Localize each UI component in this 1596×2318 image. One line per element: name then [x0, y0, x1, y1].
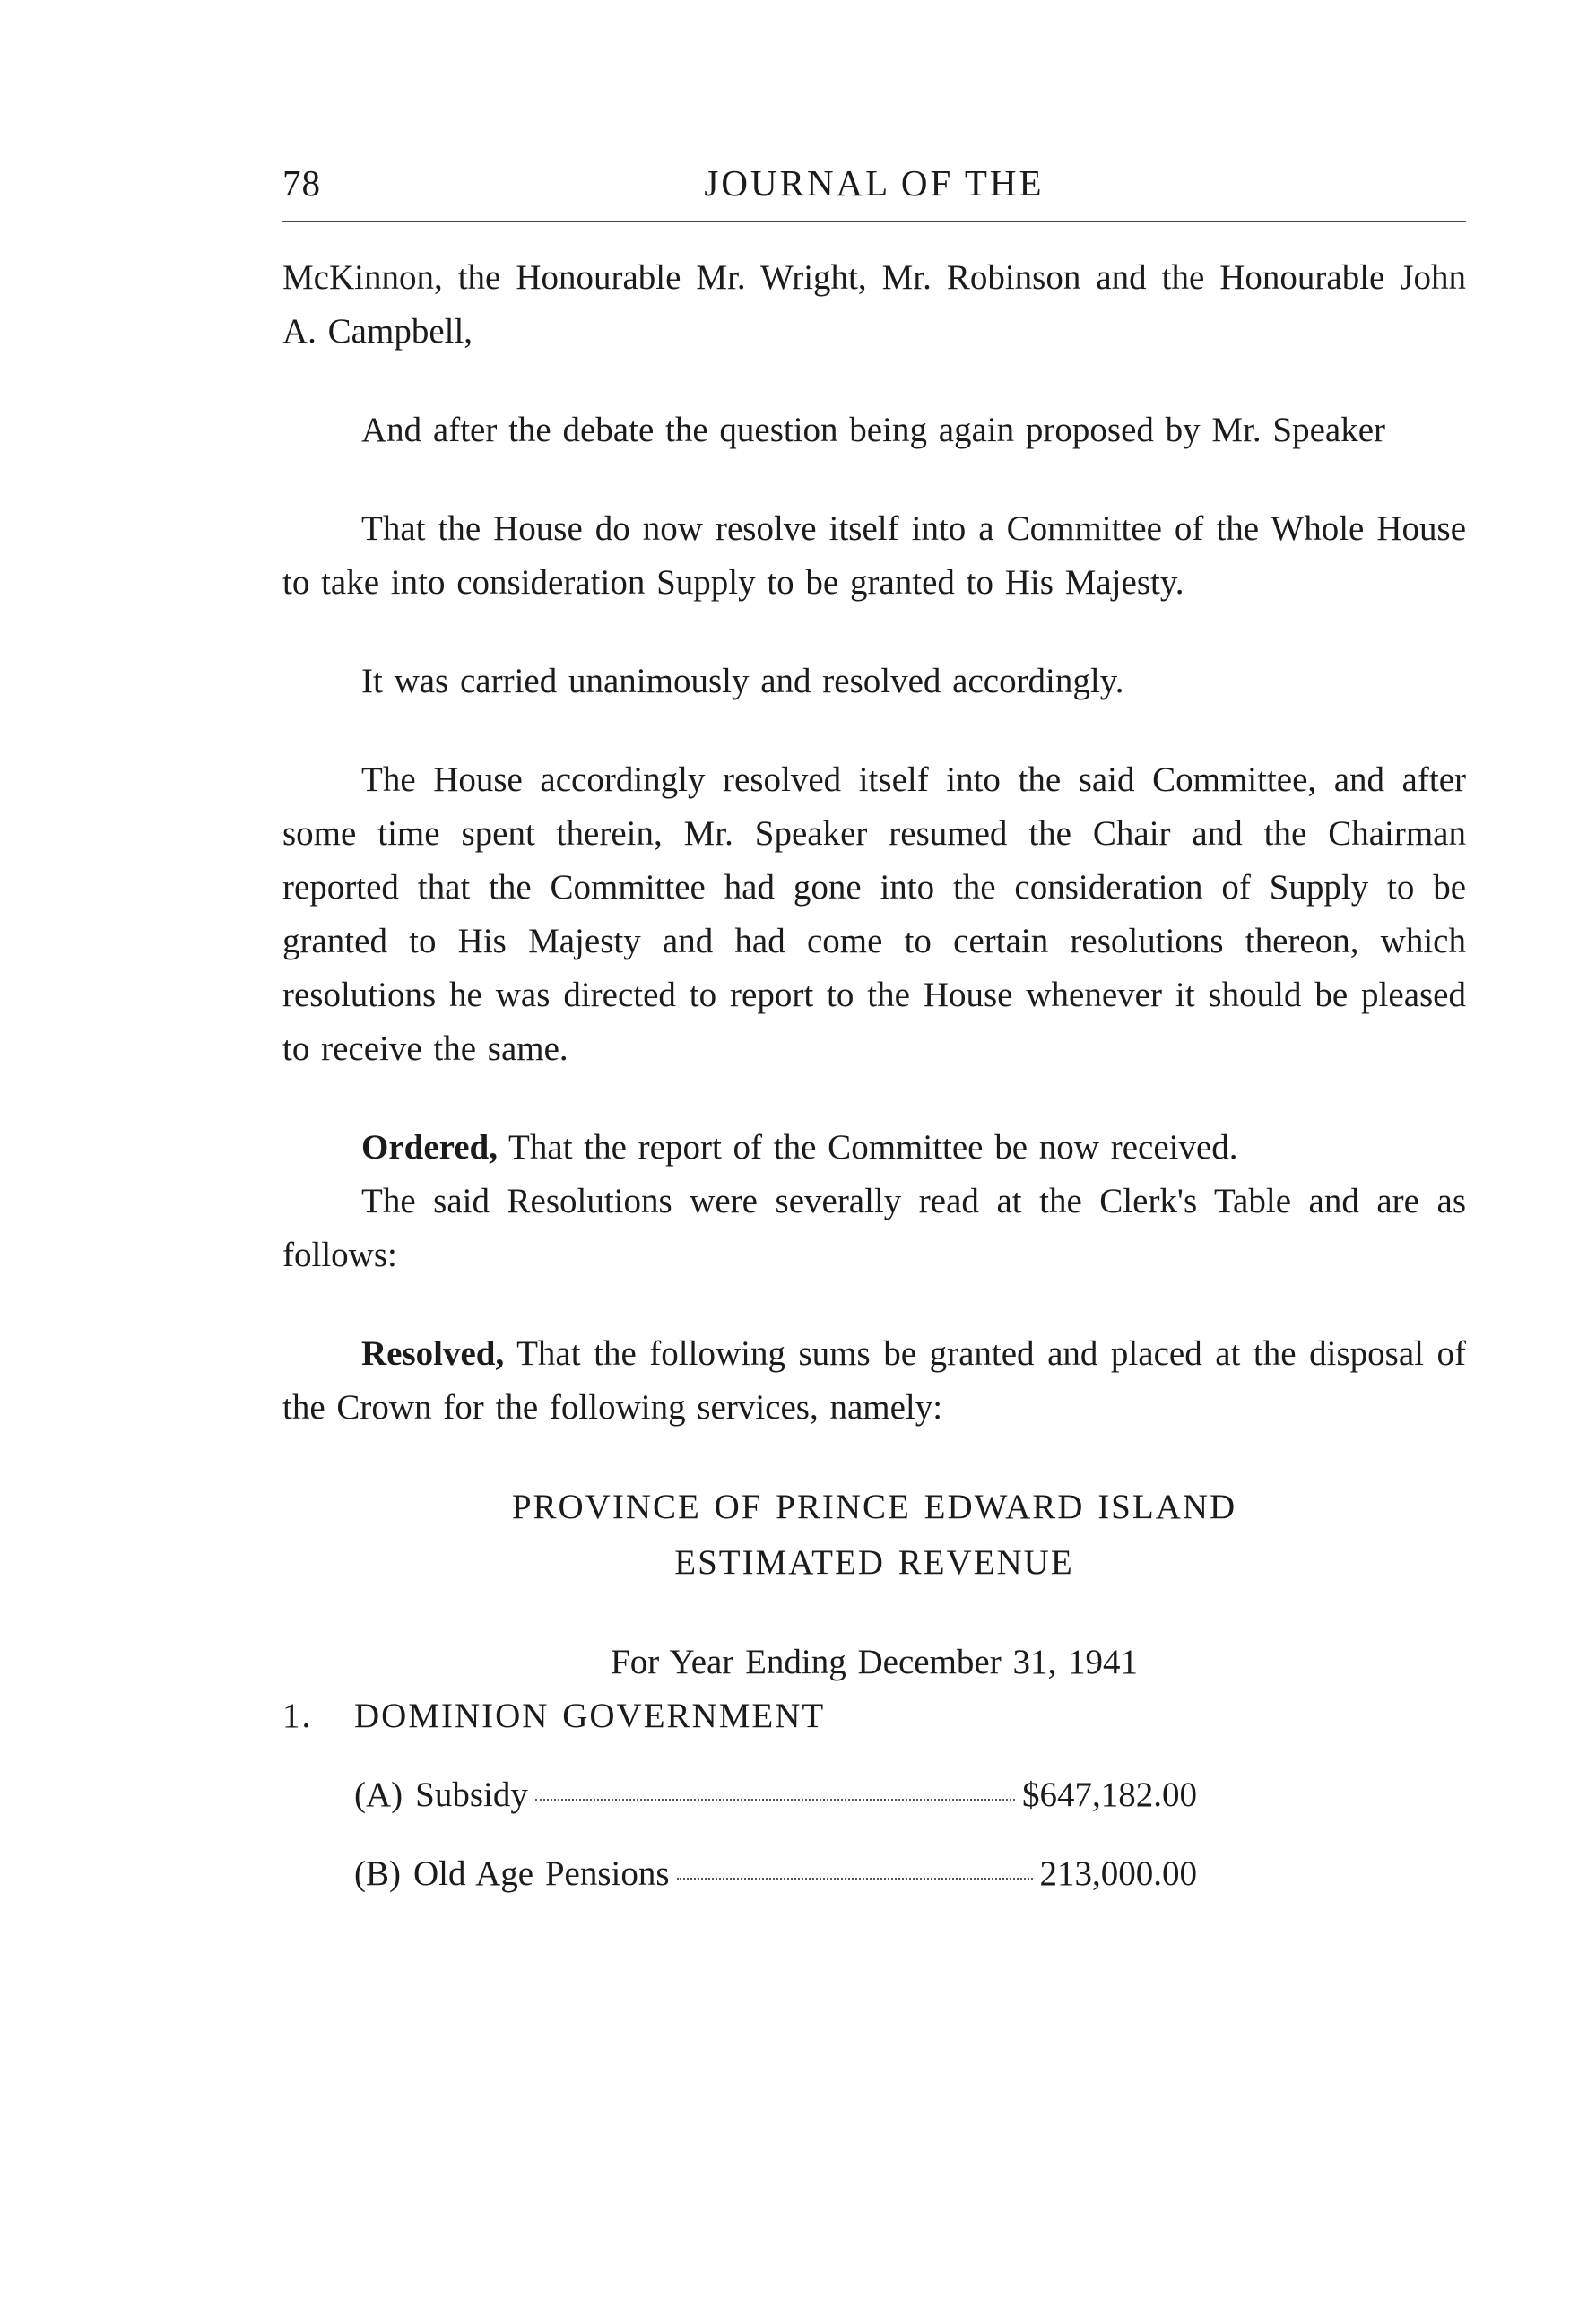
- page-header: [282, 152, 1466, 215]
- estimate-heading: [282, 1480, 1466, 1591]
- running-head: JOURNAL OF THE: [704, 162, 1045, 204]
- ordered-text: That the report of the Committee be now received.: [498, 1128, 1238, 1167]
- paragraph-ordered: [282, 1121, 1466, 1175]
- estimate-item: [354, 1847, 1197, 1901]
- item-letter: (A): [354, 1775, 403, 1814]
- dot-leader: [677, 1878, 1033, 1880]
- ordered-lead: Ordered,: [361, 1128, 499, 1167]
- resolved-lead: Resolved,: [361, 1334, 505, 1373]
- journal-body: [282, 251, 1466, 1901]
- estimate-item: [354, 1768, 1197, 1822]
- page-number: 78: [282, 162, 321, 204]
- estimate-heading-province: PROVINCE OF PRINCE EDWARD ISLAND: [511, 1488, 1237, 1526]
- estimate-heading-revenue: ESTIMATED REVENUE: [674, 1543, 1074, 1582]
- estimate-section: [282, 1689, 1466, 1743]
- paragraph-resolved: [282, 1327, 1466, 1435]
- paragraph-debate: And after the debate the question being again proposed by Mr. Speaker: [361, 411, 1386, 449]
- paragraph-resolutions-read: The said Resolutions were severally read at the Clerk's Table and are as follows:: [282, 1182, 1466, 1274]
- paragraph-committee-report: The House accordingly resolved itself into the said Committee, and after some time spent therein, Mr. Speaker resumed the Chair and the Chairman reported that the Committee had gone into the consideration of Supply to be granted to His Majesty and had come to certain resolutions thereon, which resolutions he was directed to report to the House whenever it should be pleased to receive the same.: [282, 760, 1466, 1068]
- header-rule: [282, 221, 1466, 222]
- item-amount: $647,182.00: [1022, 1775, 1197, 1814]
- item-label: Subsidy: [415, 1775, 528, 1814]
- paragraph-motion: That the House do now resolve itself into a Committee of the Whole House to take into consideration Supply to be granted to His Majesty.: [282, 509, 1466, 602]
- item-amount: 213,000.00: [1039, 1854, 1197, 1893]
- section-title: DOMINION GOVERNMENT: [354, 1697, 826, 1735]
- estimate-year-line: For Year Ending December 31, 1941: [611, 1643, 1138, 1681]
- section-number: 1.: [282, 1697, 313, 1735]
- dot-leader: [535, 1799, 1015, 1801]
- paragraph-carried: It was carried unanimously and resolved accordingly.: [361, 662, 1124, 700]
- paragraph-continuation: McKinnon, the Honourable Mr. Wright, Mr. Robinson and the Honourable John A. Campbell,: [282, 258, 1466, 351]
- item-letter: (B): [354, 1854, 401, 1893]
- resolved-text: That the following sums be granted and placed at the disposal of the Crown for the following services, namely:: [282, 1334, 1466, 1427]
- item-label: Old Age Pensions: [413, 1854, 670, 1893]
